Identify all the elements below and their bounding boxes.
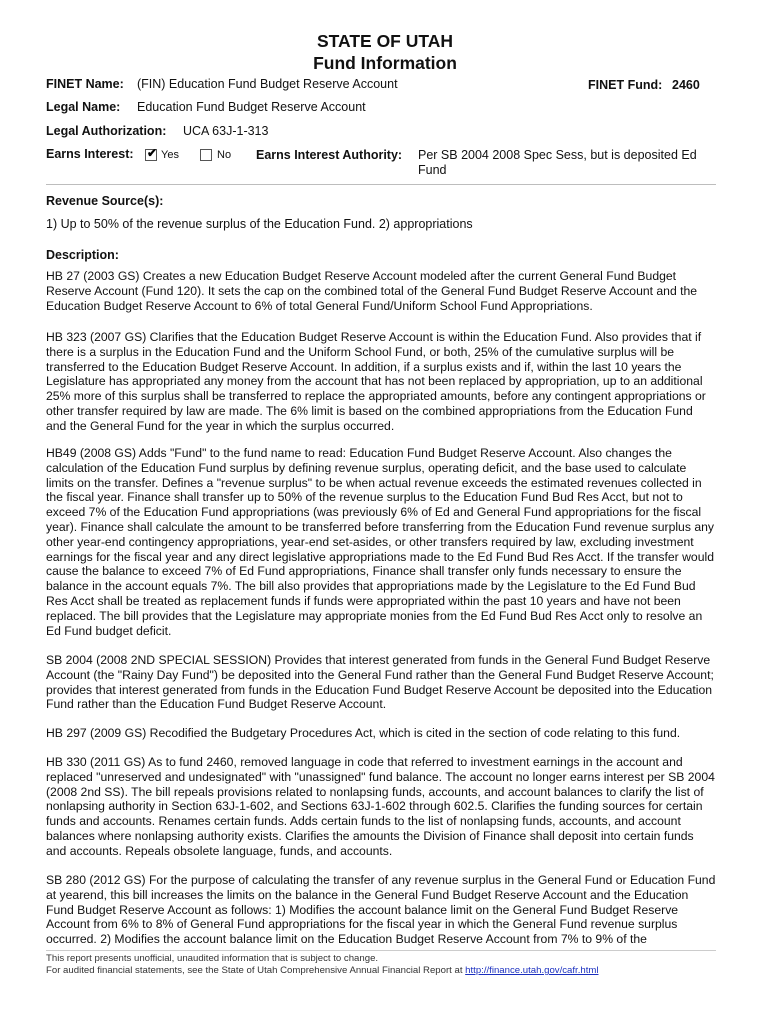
cafr-link[interactable]: http://finance.utah.gov/cafr.html [465, 965, 599, 976]
yes-checkbox [145, 146, 158, 161]
earns-interest-authority-line1: Per SB 2004 2008 Spec Sess, but is deposited Ed [418, 148, 697, 162]
earns-interest-authority-label: Earns Interest Authority: [256, 148, 403, 162]
description-heading: Description: [46, 248, 119, 262]
footer-audit-text: For audited financial statements, see the State of Utah Comprehensive Annual Financial Report at [46, 965, 466, 976]
legal-authorization-value: UCA 63J-1-313 [183, 124, 269, 138]
footer-divider [46, 950, 716, 951]
finet-fund-value: 2460 [672, 78, 700, 92]
footer-audit-note [46, 965, 716, 978]
checkmark-icon: ✔ [147, 146, 158, 160]
description-paragraph: HB 323 (2007 GS) Clarifies that the Education Budget Reserve Account is within the Education Fund. Also provides that if there is a surplus in the Education Fund and the Uniform School Fund, or both, 25% of the cumulative surplus will be transferred to the Education Budget Reserve Account. In addition, if a surplus exists and if, within the last 10 years the Legislature has appropriated any money from the account that has not been replaced by appropriation, up to an additional 25% more of this surplus shall be transferred to replace the appropriated amounts, before any contingent appropriations or other transfer required by law are made. The 6% limit is based on the combined appropriations from the Education Fund and the General Fund for the year in which the surplus occurred. [46, 330, 706, 433]
revenue-sources-text: 1) Up to 50% of the revenue surplus of the Education Fund. 2) appropriations [46, 217, 473, 231]
legal-name-value: Education Fund Budget Reserve Account [137, 100, 366, 114]
description-paragraph: SB 2004 (2008 2ND SPECIAL SESSION) Provides that interest generated from funds in the General Fund Budget Reserve Account (the "Rainy Day Fund") be deposited into the General Fund rather than the General Fund Budget Reserve Account; provides that interest generated from funds in the Education Fund Budget Reserve Account be deposited into the Education Fund rather than the Education Fund Budget Reserve Account. [46, 653, 714, 712]
footer-disclaimer: This report presents unofficial, unaudited information that is subject to change. [46, 953, 379, 964]
legal-authorization-label: Legal Authorization: [46, 124, 167, 138]
yes-label: Yes [161, 149, 179, 161]
earns-interest-label: Earns Interest: [46, 147, 134, 161]
description-paragraph: HB 297 (2009 GS) Recodified the Budgetary Procedures Act, which is cited in the section of code relating to this fund. [46, 726, 681, 740]
legal-name-label: Legal Name: [46, 100, 121, 114]
description-paragraph: HB 27 (2003 GS) Creates a new Education Budget Reserve Account modeled after the current General Fund Budget Reserve Account (Fund 120). It sets the cap on the combined total of the General Fund Budget Reserve Account and the Education Budget Reserve Account to 6% of total General Fund/Uniform School Fund Appropriations. [46, 269, 698, 313]
finet-name-label: FINET Name: [46, 77, 124, 91]
finet-fund-label: FINET Fund: [588, 78, 663, 92]
description-paragraph: HB49 (2008 GS) Adds "Fund" to the fund name to read: Education Fund Budget Reserve Account. Also changes the calculation of the Education Fund surplus by defining revenue surplus, operating deficit, and the base used to calculate limits on the transfer. Defines a "revenue surplus" to be when actual revenue exceeds the estimated revenues collected in the fiscal year. Finance shall transfer up to 50% of the revenue surplus to the Education Fund Bud Res Acct, but not to exceed 7% of the Education Fund appropriations (was previously 6% of Ed and General Fund appropriations for the fiscal year). Finance shall calculate the amount to be transferred before transferring from the Education Fund revenue surplus any other year-end contingency appropriations, year-end set-asides, or other transfers required by law, excluding investment earnings for the fiscal year and any direct legislative appropriations made to the Ed Fund Bud Res Acct. If the transfer would cause the balance to exceed 7% of Ed Fund appropriations, Finance shall transfer only funds necessary to ensure the balance in the account equals 7%. The bill also provides that appropriations made by the Legislature to the Ed Fund Bud Res Acct shall be treated as replacement funds if funds were appropriated within the past 10 years and have not been replaced. The bill provides that the Legislature may appropriate monies from the Ed Fund Bud Res Acct only to resolve an Ed Fund budget deficit. [46, 446, 714, 638]
page-subtitle: Fund Information [313, 53, 457, 73]
earns-interest-authority-line2: Fund [418, 163, 447, 177]
no-checkbox [200, 149, 212, 161]
revenue-sources-heading: Revenue Source(s): [46, 194, 164, 208]
finet-name-value: (FIN) Education Fund Budget Reserve Account [137, 77, 398, 91]
page-title: STATE OF UTAH [316, 31, 454, 51]
description-paragraph: SB 280 (2012 GS) For the purpose of calculating the transfer of any revenue surplus in the General Fund or Education Fund at yearend, this bill increases the limits on the balance in the General Fund Budget Reserve Account and the Education Fund Budget Reserve Account as follows: 1) Modifies the account balance limit on the General Fund Budget Reserve Account from 6% to 8% of General Fund appropriations for the fiscal year in which the General Fund revenue surplus occurred. 2) Modifies the account balance limit on the Education Budget Reserve Account from 7% to 9% of the [46, 873, 716, 947]
section-divider [46, 184, 716, 185]
no-label: No [217, 149, 232, 161]
description-paragraph: HB 330 (2011 GS) As to fund 2460, removed language in code that referred to investment earnings in the account and replaced "unreserved and undesignated" with "unassigned" fund balance. The account no longer earns interest per SB 2004 (2008 2nd SS). The bill repeals provisions related to nonlapsing funds, accounts, and account balances to clarify the list of nonlapsing authority in Section 63J-1-602, and Sections 63J-1-602 through 602.5. Clarifies the funding sources for certain funds and accounts. Renames certain funds. Adds certain funds to the list of nonlapsing funds, accounts, and account balances where nonlapsing authority exists. Clarifies the amounts the Division of Finance shall deposit into certain funds and accounts. Repeals obsolete language, funds, and accounts. [46, 755, 715, 858]
